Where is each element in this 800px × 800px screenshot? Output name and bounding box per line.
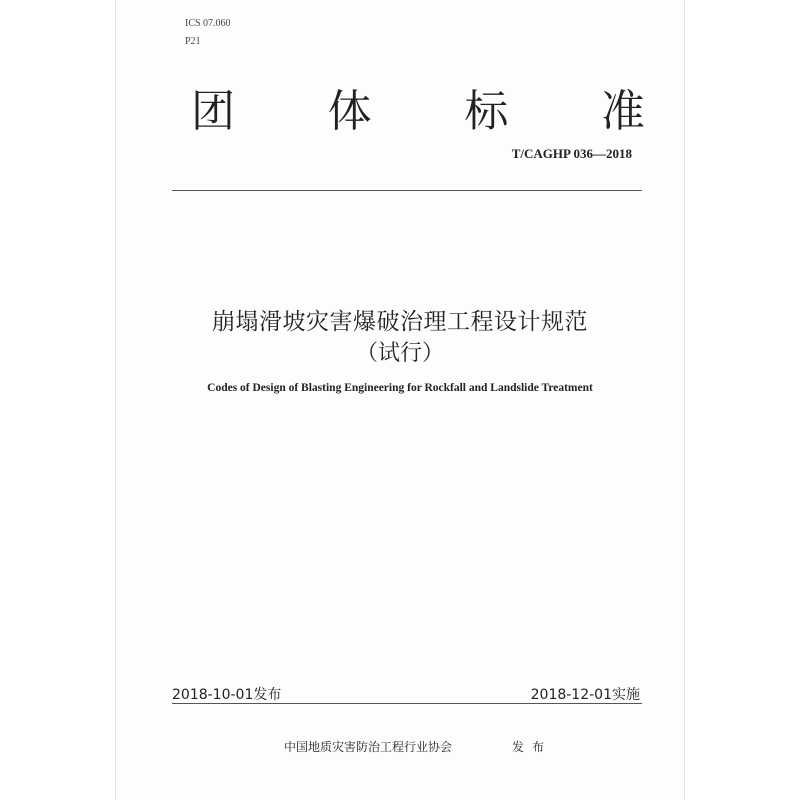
standard-type-char: 准 bbox=[600, 86, 645, 137]
top-divider bbox=[172, 190, 642, 191]
implementation-date: 2018-12-01实施 bbox=[530, 687, 640, 703]
standard-type-heading bbox=[188, 75, 648, 139]
publisher-name: 中国地质灾害防治工程行业协会 bbox=[284, 740, 453, 754]
trial-label: （试行） bbox=[355, 341, 444, 366]
standard-type-char: 团 bbox=[191, 86, 235, 137]
document-title-chinese: 崩塌滑坡灾害爆破治理工程设计规范 bbox=[212, 309, 588, 335]
standard-type-char: 标 bbox=[464, 86, 509, 137]
standard-code: T/CAGHP 036—2018 bbox=[511, 146, 632, 161]
issue-date: 2018-10-01发布 bbox=[172, 687, 282, 703]
ics-code: ICS 07.060 bbox=[185, 18, 231, 29]
document-title-english: Codes of Design of Blasting Engineering for Rockfall and Landslide Treatment bbox=[207, 382, 593, 394]
standard-type-char: 体 bbox=[327, 86, 372, 137]
publish-label: 发布 bbox=[512, 740, 553, 754]
bottom-divider bbox=[172, 703, 642, 704]
ccs-code: P21 bbox=[185, 36, 201, 47]
